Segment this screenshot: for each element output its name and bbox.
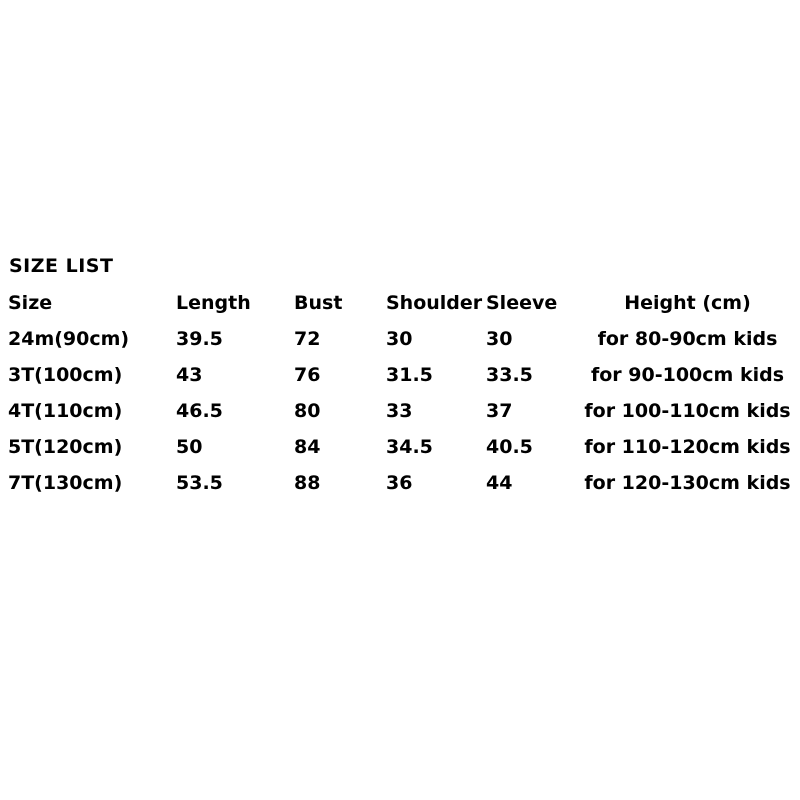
cell-bust: 72 (294, 328, 321, 350)
cell-sleeve: 44 (486, 472, 513, 494)
table-row (8, 393, 794, 429)
cell-size: 7T(130cm) (8, 472, 123, 494)
size-list-block (8, 255, 798, 501)
cell-shoulder: 34.5 (386, 436, 433, 458)
size-table (8, 285, 794, 501)
cell-height: for 80-90cm kids (597, 328, 778, 350)
column-header-sleeve: Sleeve (486, 292, 558, 314)
cell-height: for 90-100cm kids (590, 364, 785, 386)
page-title: SIZE LIST (9, 255, 114, 277)
cell-length: 39.5 (176, 328, 223, 350)
cell-size: 24m(90cm) (8, 328, 130, 350)
cell-bust: 88 (294, 472, 321, 494)
cell-sleeve: 40.5 (486, 436, 533, 458)
column-header-bust: Bust (294, 292, 343, 314)
cell-sleeve: 33.5 (486, 364, 533, 386)
column-header-height: Height (cm) (624, 292, 751, 314)
table-row (8, 357, 794, 393)
cell-sleeve: 30 (486, 328, 513, 350)
cell-height: for 120-130cm kids (584, 472, 791, 494)
cell-bust: 76 (294, 364, 321, 386)
table-row (8, 429, 794, 465)
table-row (8, 321, 794, 357)
cell-bust: 80 (294, 400, 321, 422)
cell-size: 5T(120cm) (8, 436, 123, 458)
column-header-shoulder: Shoulder (386, 292, 483, 314)
cell-shoulder: 31.5 (386, 364, 433, 386)
cell-length: 43 (176, 364, 203, 386)
cell-bust: 84 (294, 436, 321, 458)
cell-length: 50 (176, 436, 203, 458)
table-row (8, 465, 794, 501)
cell-shoulder: 33 (386, 400, 413, 422)
column-header-size: Size (8, 292, 53, 314)
table-body (8, 321, 794, 501)
column-header-length: Length (176, 292, 251, 314)
table-header-row (8, 285, 794, 321)
cell-size: 4T(110cm) (8, 400, 123, 422)
cell-length: 46.5 (176, 400, 223, 422)
table-header (8, 285, 794, 321)
cell-height: for 100-110cm kids (584, 400, 791, 422)
cell-height: for 110-120cm kids (584, 436, 791, 458)
cell-shoulder: 30 (386, 328, 413, 350)
cell-sleeve: 37 (486, 400, 513, 422)
cell-shoulder: 36 (386, 472, 413, 494)
cell-size: 3T(100cm) (8, 364, 123, 386)
cell-length: 53.5 (176, 472, 223, 494)
